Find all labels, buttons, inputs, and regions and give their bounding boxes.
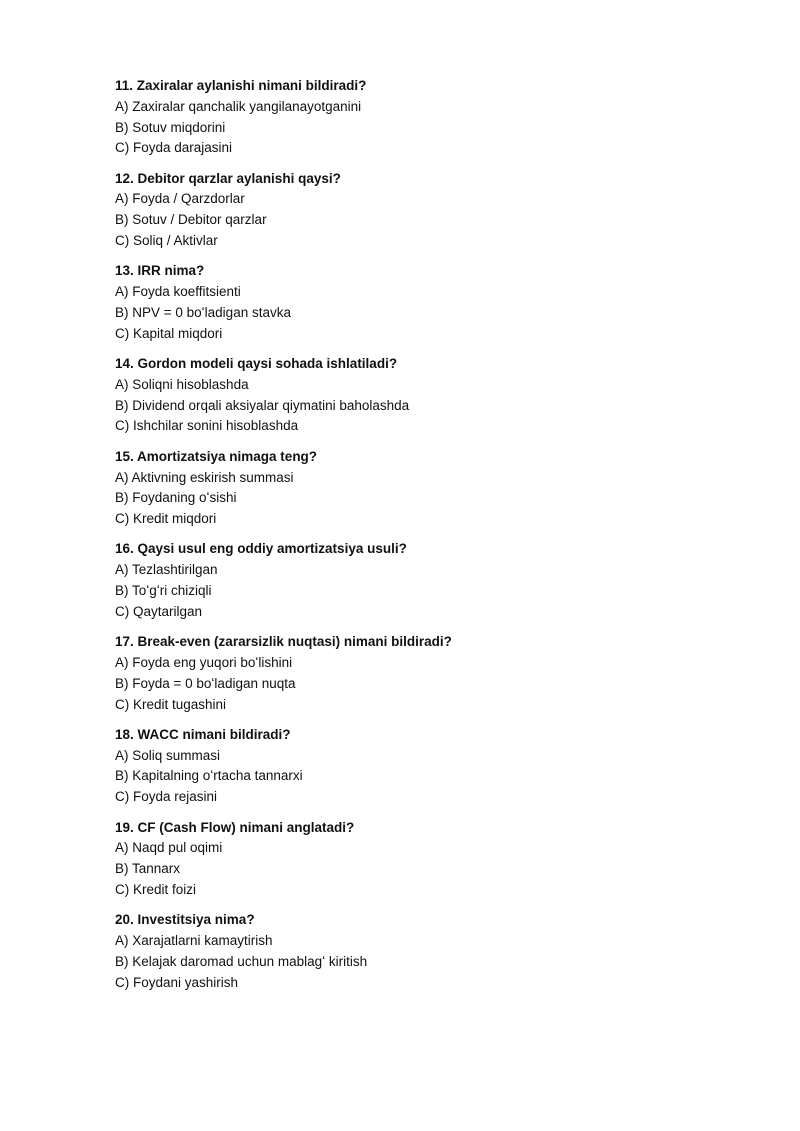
answer-option-a: A) Foyda eng yuqori boʻlishini: [115, 654, 293, 670]
answer-option-c: C) Qaytarilgan: [115, 603, 203, 619]
answer-option-c: C) Foyda darajasini: [115, 140, 233, 156]
answer-option-b: B) Kapitalning oʻrtacha tannarxi: [115, 768, 303, 784]
question-title: 15. Amortizatsiya nimaga teng?: [115, 448, 318, 464]
question-title: 20. Investitsiya nima?: [115, 912, 255, 928]
question-11: [115, 76, 755, 159]
answer-option-a: A) Naqd pul oqimi: [115, 840, 223, 856]
answer-option-b: B) NPV = 0 boʻladigan stavka: [115, 304, 291, 320]
answer-option-b: B) Sotuv miqdorini: [115, 119, 226, 135]
question-16: [115, 539, 755, 622]
answer-option-b: B) Foydaning oʻsishi: [115, 490, 237, 506]
question-18: [115, 725, 755, 808]
answer-option-b: B) Dividend orqali aksiyalar qiymatini baholashda: [115, 397, 410, 413]
question-title: 13. IRR nima?: [115, 263, 205, 279]
answer-option-c: C) Kredit foizi: [115, 881, 197, 897]
answer-option-c: C) Ishchilar sonini hisoblashda: [115, 418, 299, 434]
question-title: 14. Gordon modeli qaysi sohada ishlatiladi?: [115, 356, 398, 372]
answer-option-a: A) Xarajatlarni kamaytirish: [115, 932, 273, 948]
question-title: 11. Zaxiralar aylanishi nimani bildiradi?: [115, 78, 367, 93]
question-12: [115, 169, 755, 252]
answer-option-b: B) Toʻgʻri chiziqli: [115, 583, 212, 599]
answer-option-a: A) Zaxiralar qanchalik yangilanayotganini: [115, 98, 362, 114]
question-title: 19. CF (Cash Flow) nimani anglatadi?: [115, 819, 355, 835]
question-19: [115, 818, 755, 901]
question-title: 16. Qaysi usul eng oddiy amortizatsiya usuli?: [115, 541, 407, 557]
answer-option-c: C) Soliq / Aktivlar: [115, 233, 218, 249]
answer-option-b: B) Kelajak daromad uchun mablagʻ kiritish: [115, 953, 368, 969]
answer-option-a: A) Foyda / Qarzdorlar: [115, 191, 245, 207]
question-17: [115, 632, 755, 715]
question-20: [115, 910, 755, 993]
answer-option-a: A) Soliqni hisoblashda: [115, 376, 249, 392]
question-list: [115, 76, 755, 1003]
question-13: [115, 261, 755, 344]
answer-option-c: C) Kredit miqdori: [115, 511, 217, 527]
answer-option-b: B) Sotuv / Debitor qarzlar: [115, 212, 267, 228]
question-title: 17. Break-even (zararsizlik nuqtasi) nimani bildiradi?: [115, 634, 452, 650]
question-title: 12. Debitor qarzlar aylanishi qaysi?: [115, 170, 341, 186]
answer-option-c: C) Foydani yashirish: [115, 974, 239, 990]
answer-option-c: C) Foyda rejasini: [115, 789, 218, 805]
question-15: [115, 447, 755, 530]
answer-option-b: B) Tannarx: [115, 861, 181, 877]
answer-option-a: A) Aktivning eskirish summasi: [115, 469, 294, 485]
question-title: 18. WACC nimani bildiradi?: [115, 726, 291, 742]
answer-option-a: A) Soliq summasi: [115, 747, 221, 763]
answer-option-a: A) Foyda koeffitsienti: [115, 284, 241, 300]
answer-option-a: A) Tezlashtirilgan: [115, 562, 218, 578]
answer-option-c: C) Kredit tugashini: [115, 696, 227, 712]
answer-option-c: C) Kapital miqdori: [115, 325, 223, 341]
question-14: [115, 354, 755, 437]
answer-option-b: B) Foyda = 0 boʻladigan nuqta: [115, 675, 296, 691]
